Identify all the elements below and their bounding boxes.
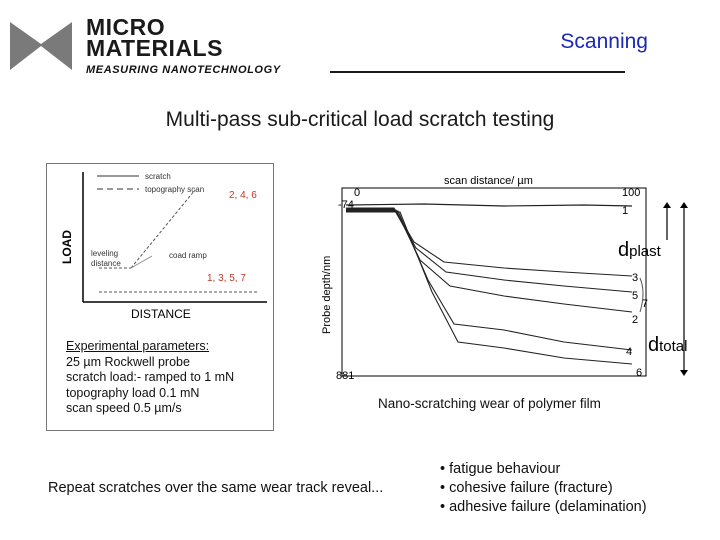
d-total-label: [648, 334, 687, 357]
finding-item: • adhesive failure (delamination): [440, 499, 647, 515]
passes-even-label: 2, 4, 6: [229, 190, 257, 201]
parameter-line: scratch load:- ramped to 1 mN: [66, 370, 235, 384]
finding-item: • fatigue behaviour: [440, 461, 561, 477]
group-label-7: 7: [641, 298, 648, 310]
d-total-main: d: [648, 334, 660, 356]
leveling-label-line2: distance: [91, 259, 121, 268]
curve-label-6: 6: [636, 367, 643, 379]
profile-curve-1: [346, 204, 632, 206]
header-rule: [330, 71, 625, 73]
legend-scratch-label: scratch: [145, 172, 171, 181]
slide-title: Multi-pass sub-critical load scratch testing: [165, 108, 555, 131]
depth-profile-figure: [304, 164, 652, 430]
load-ramp-label: coad ramp: [169, 251, 207, 260]
profile-curve-3: [346, 208, 632, 276]
legend-topography-label: topography scan: [145, 185, 205, 194]
d-total-arrow-head-bottom: [680, 370, 688, 376]
parameters-block: [66, 339, 276, 417]
micro-materials-logo: [8, 14, 328, 88]
logo-tagline: MEASURING NANOTECHNOLOGY: [86, 64, 281, 76]
parameter-line: scan speed 0.5 µm/s: [66, 401, 182, 415]
logo-mark-icon: [8, 20, 74, 72]
logo-word-micro: MICRO: [86, 14, 166, 40]
curve-label-5: 5: [632, 290, 639, 302]
parameter-line: 25 µm Rockwell probe: [66, 354, 190, 369]
logo-word-materials: MATERIALS: [86, 35, 223, 61]
finding-item: • cohesive failure (fracture): [440, 480, 613, 496]
load-axis-label: LOAD: [60, 230, 74, 264]
curve-label-1: 1: [622, 205, 629, 217]
d-plast-arrow-head-top: [663, 202, 671, 208]
passes-odd-label: 1, 3, 5, 7: [207, 273, 246, 284]
plot-frame: [342, 188, 646, 376]
curve-label-4: 4: [626, 346, 633, 358]
leveling-label-line1: leveling: [91, 249, 119, 258]
plot-caption: Nano-scratching wear of polymer film: [378, 396, 601, 411]
curve-label-2: 2: [632, 314, 639, 326]
d-total-arrow-head-top: [680, 202, 688, 208]
d-total-sub: total: [659, 338, 688, 355]
depth-profile-plot: [304, 164, 652, 430]
section-label: Scanning: [560, 30, 648, 53]
parameters-heading: Experimental parameters:: [66, 339, 210, 353]
probe-depth-title: Probe depth/nm: [321, 255, 333, 334]
profile-curve-4: [346, 211, 632, 350]
x-end-label: 100: [622, 187, 641, 199]
profile-curve-5: [346, 209, 632, 292]
d-plast-sub: plast: [629, 243, 661, 260]
findings-list: [440, 460, 710, 517]
curve-label-3: 3: [632, 272, 639, 284]
scan-distance-title: scan distance/ µm: [444, 175, 533, 187]
y-top-label: -74: [338, 199, 354, 211]
distance-axis-label: DISTANCE: [131, 307, 191, 321]
parameter-line: topography load 0.1 mN: [66, 385, 200, 400]
y-bottom-label: 881: [336, 370, 355, 382]
d-plast-label: [618, 239, 661, 262]
profile-curve-2: [346, 210, 632, 312]
footer-lead: Repeat scratches over the same wear track reveal...: [48, 480, 384, 496]
x-start-label: 0: [354, 187, 361, 199]
d-plast-main: d: [618, 239, 630, 261]
load-ramp-pointer: [131, 256, 152, 268]
